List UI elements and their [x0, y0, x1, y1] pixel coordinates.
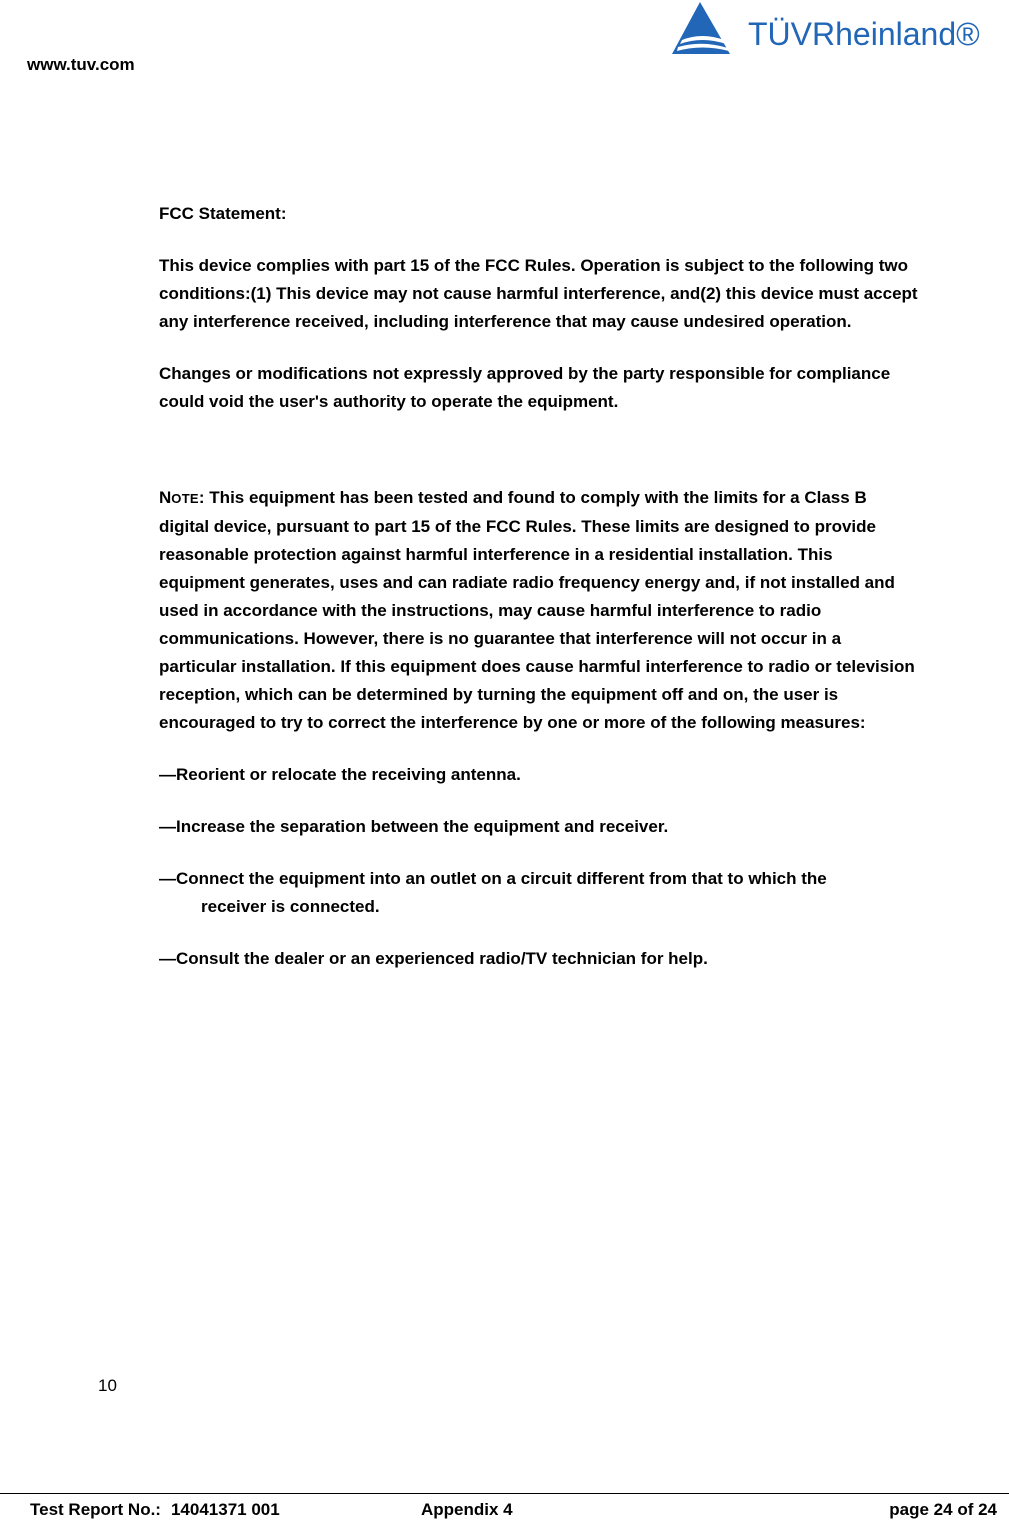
compliance-paragraph: This device complies with part 15 of the FCC Rules. Operation is subject to the following two conditions:(1) This device may not cause harmful interference, and(2) this device must accept any interference received, including interference that may cause undesired operation.: [159, 256, 918, 331]
note-paragraph: [159, 484, 919, 737]
note-label-first: N: [159, 488, 172, 507]
measure-item: —Increase the separation between the equipment and receiver.: [159, 817, 669, 836]
site-url: www.tuv.com: [27, 55, 135, 74]
triangle-logo-icon: [672, 2, 730, 54]
logo-text: TÜVRheinland®: [748, 16, 980, 52]
note-label-colon: :: [198, 488, 205, 507]
note-body: This equipment has been tested and found to comply with the limits for a Class B digital device, pursuant to part 15 of the FCC Rules. These limits are designed to provide reasonable protection against harmful interference in a residential installation. This equipment generates, uses and can radiate radio frequency energy and, if not installed and used in accordance with the instructions, may cause harmful interference to radio communications. However, there is no guarantee that interference will not occur in a particular installation. If this equipment does cause harmful interference to radio or television reception, which can be determined by turning the equipment off and on, the user is encouraged to try to correct the interference by one or more of the following measures:: [159, 488, 915, 732]
report-number: 14041371 001: [170, 1500, 280, 1519]
footer-appendix: Appendix 4: [421, 1500, 513, 1519]
page-number: 10: [98, 1376, 117, 1395]
note-label-rest: OTE: [171, 491, 199, 506]
modifications-paragraph: Changes or modifications not expressly approved by the party responsible for compliance could void the user's authority to operate the equipment.: [159, 364, 891, 411]
measure-continuation: receiver is connected.: [201, 897, 380, 916]
fcc-statement-title: FCC Statement:: [159, 204, 287, 223]
report-label: Test Report No.:: [30, 1500, 161, 1519]
measure-item: —Reorient or relocate the receiving antenna.: [159, 765, 521, 784]
measure-item: [159, 865, 919, 921]
tuv-rheinland-logo: [668, 0, 988, 60]
footer-divider: [0, 1493, 1009, 1494]
footer-report-number: [30, 1500, 280, 1520]
footer-page-count: page 24 of 24: [889, 1500, 997, 1519]
measure-line: —Connect the equipment into an outlet on a circuit different from that to which the: [159, 869, 827, 888]
measure-item: —Consult the dealer or an experienced radio/TV technician for help.: [159, 949, 708, 968]
document-body: [159, 200, 919, 997]
